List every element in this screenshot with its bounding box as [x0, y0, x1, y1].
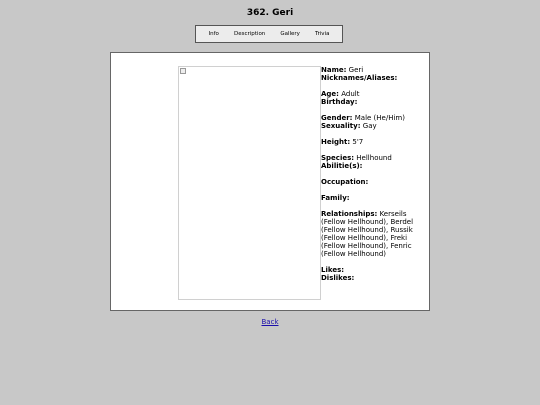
age-label: Age: — [321, 90, 339, 98]
relationships-label: Relationships: — [321, 210, 378, 218]
broken-image-icon — [180, 68, 186, 74]
species-label: Species: — [321, 154, 355, 162]
abilities-label: Abilitie(s): — [321, 162, 363, 170]
birthday-row — [321, 98, 426, 106]
nav-bar — [195, 25, 343, 43]
age-row — [321, 90, 426, 98]
abilities-row — [321, 162, 426, 170]
likes-row — [321, 266, 426, 274]
page-title: 362. Geri — [246, 8, 294, 18]
relationships-line: (Fellow Hellhound), Freki — [321, 234, 408, 242]
nav-gallery-link[interactable]: Gallery — [280, 31, 300, 37]
nav-description-link[interactable]: Description — [233, 31, 266, 37]
relationships-row — [321, 210, 426, 218]
occupation-row — [321, 178, 426, 186]
back-container — [0, 318, 540, 326]
relationships-line: (Fellow Hellhound), Russik — [321, 226, 413, 234]
dislikes-row — [321, 274, 426, 282]
nicknames-row — [321, 74, 426, 82]
relationships-line: Kerseils — [379, 210, 407, 218]
gender-label: Gender: — [321, 114, 353, 122]
gender-value: Male (He/Him) — [354, 114, 405, 122]
nav-info-link[interactable]: Info — [208, 31, 219, 37]
height-label: Height: — [321, 138, 351, 146]
relationships-line: (Fellow Hellhound), Berdel — [321, 218, 414, 226]
gender-row — [321, 114, 426, 122]
nicknames-label: Nicknames/Aliases: — [321, 74, 398, 82]
profile-info — [321, 66, 426, 282]
sexuality-label: Sexuality: — [321, 122, 361, 130]
back-link[interactable]: Back — [261, 318, 279, 326]
character-portrait — [178, 66, 321, 300]
species-row — [321, 154, 426, 162]
relationships-line: (Fellow Hellhound) — [321, 250, 387, 258]
name-row — [321, 66, 426, 74]
age-value: Adult — [341, 90, 360, 98]
species-value: Hellhound — [356, 154, 392, 162]
family-row — [321, 194, 426, 202]
height-value: 5'7 — [352, 138, 364, 146]
birthday-label: Birthday: — [321, 98, 358, 106]
nav-trivia-link[interactable]: Trivia — [314, 31, 330, 37]
likes-label: Likes: — [321, 266, 345, 274]
height-row — [321, 138, 426, 146]
sexuality-value: Gay — [362, 122, 377, 130]
sexuality-row — [321, 122, 426, 130]
relationships-line: (Fellow Hellhound), Fenric — [321, 242, 412, 250]
name-value: Geri — [348, 66, 364, 74]
profile-panel — [110, 52, 430, 311]
dislikes-label: Dislikes: — [321, 274, 355, 282]
name-label: Name: — [321, 66, 347, 74]
family-label: Family: — [321, 194, 350, 202]
occupation-label: Occupation: — [321, 178, 369, 186]
